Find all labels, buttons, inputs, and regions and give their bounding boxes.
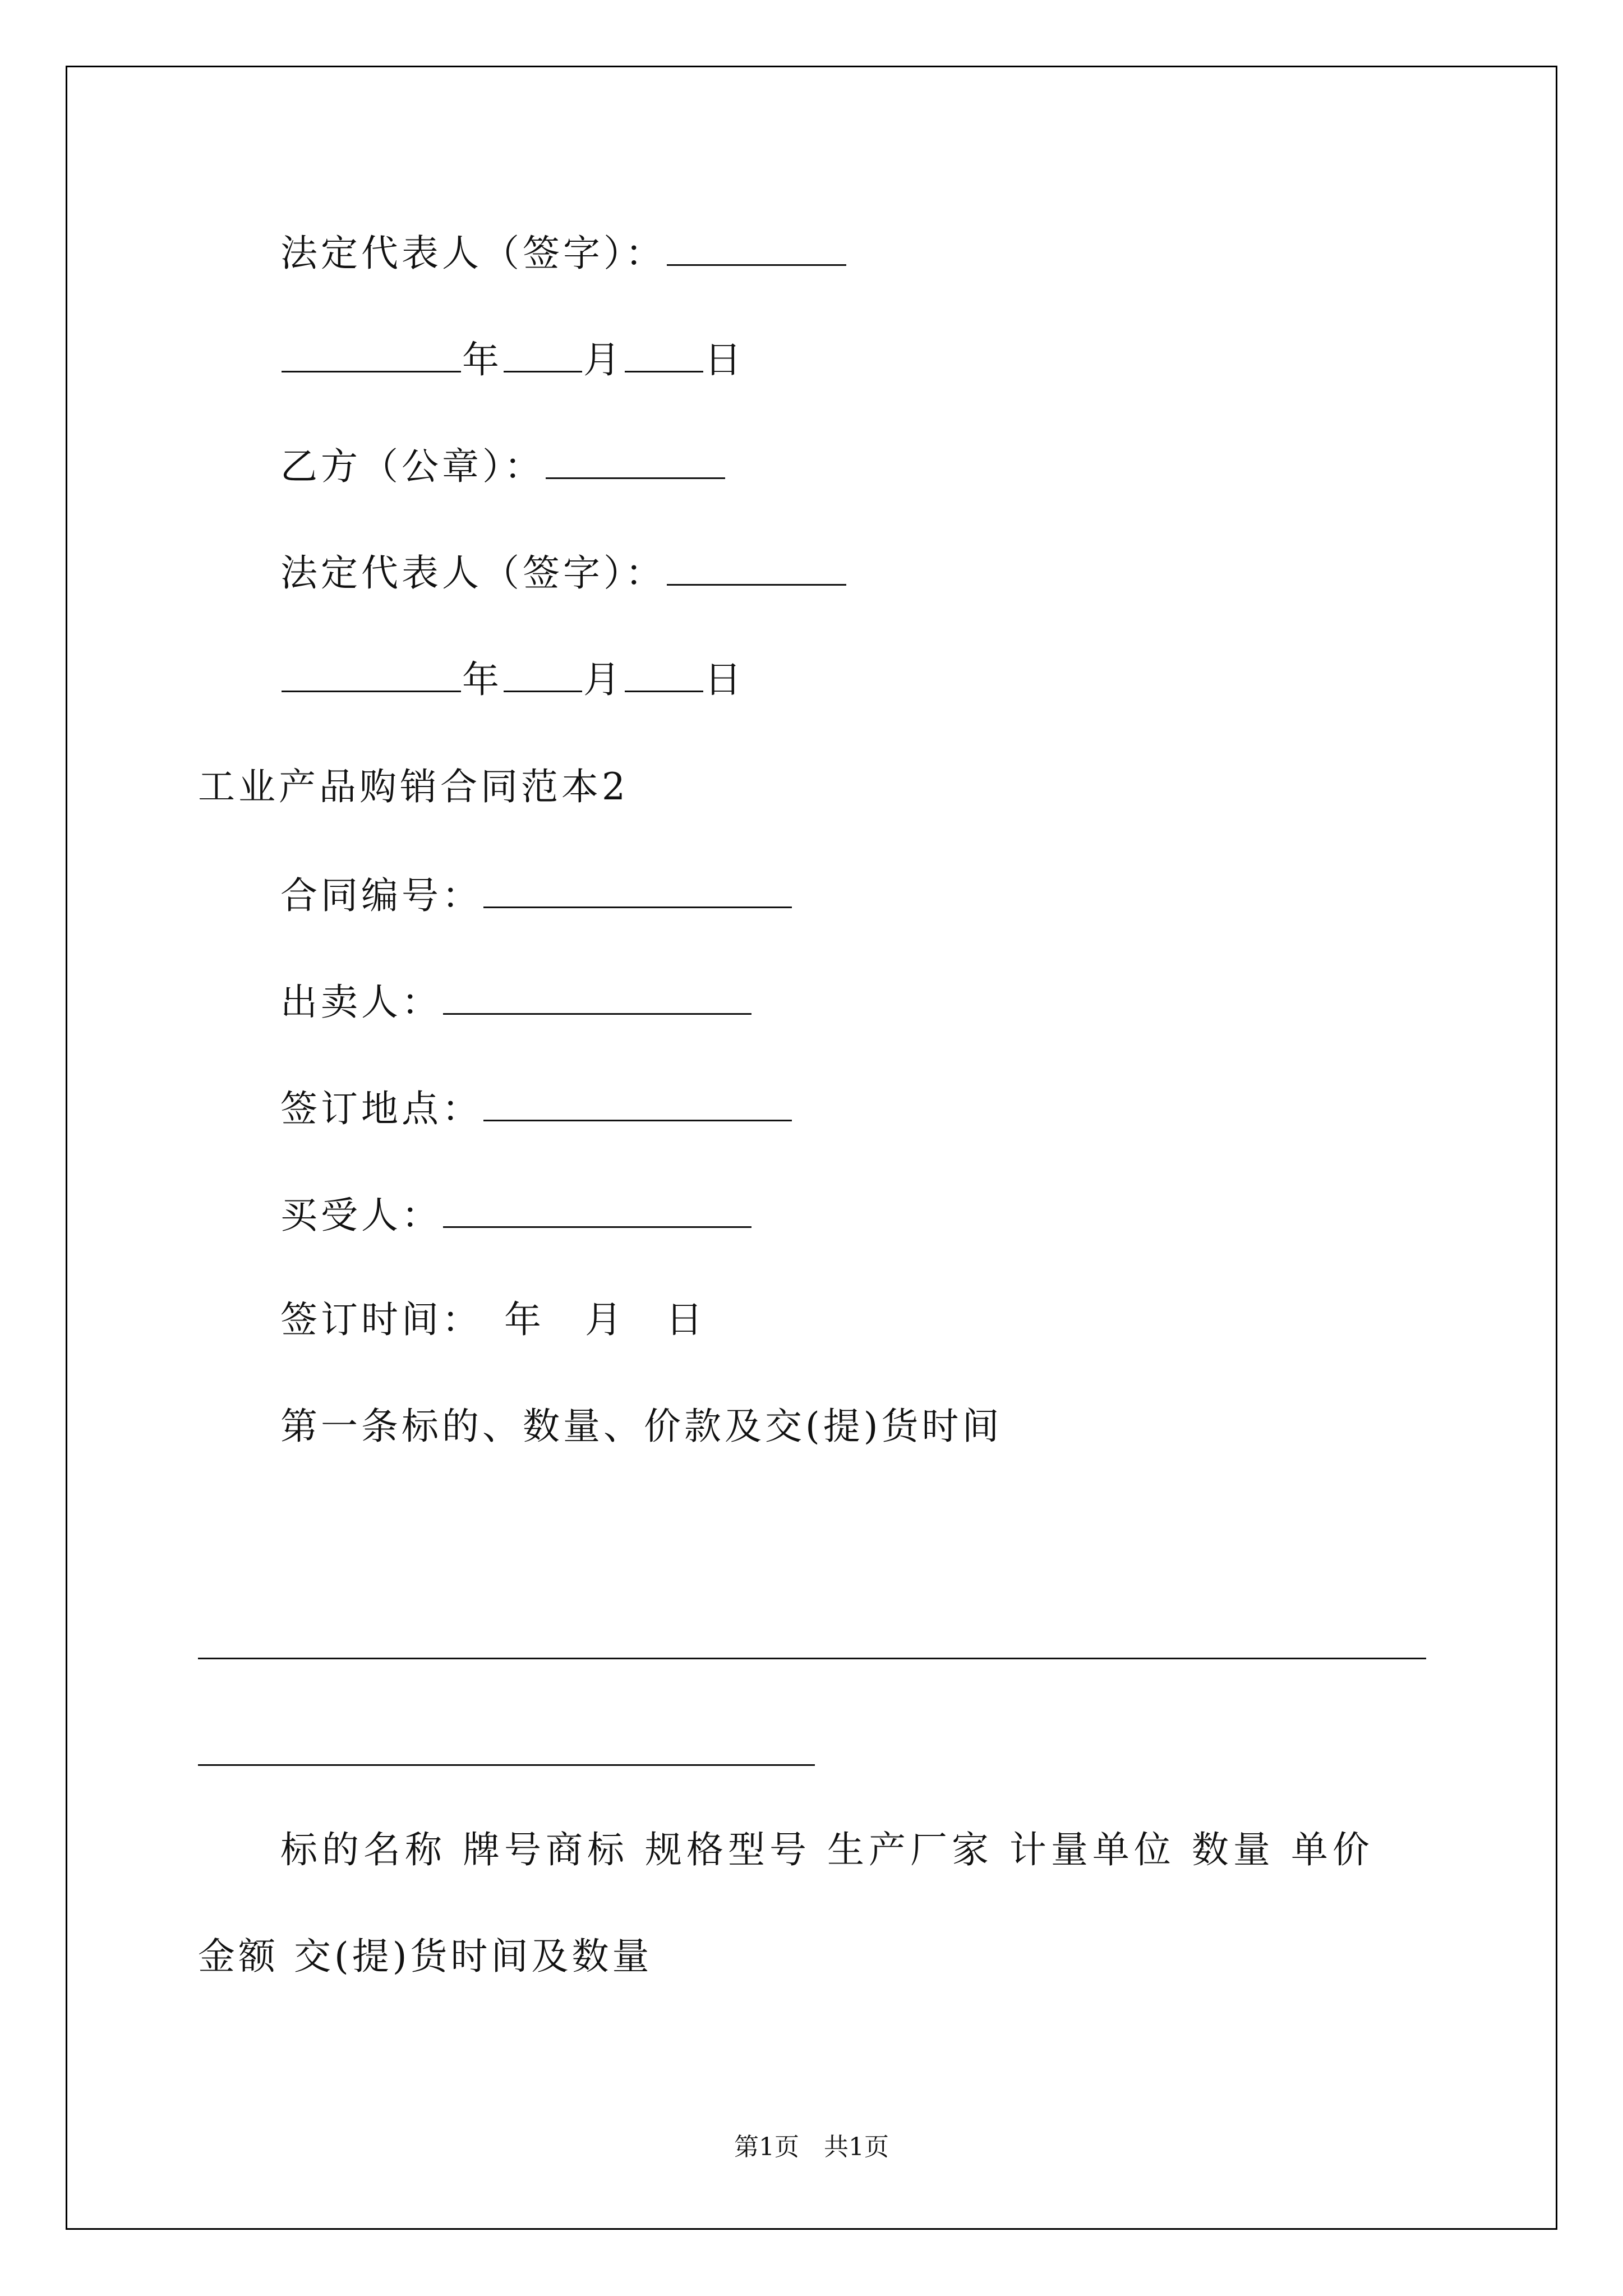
contract-heading: 工业产品购销合同范本2	[198, 765, 629, 808]
date-line-1	[280, 339, 745, 379]
legal-rep-signature-line	[280, 232, 847, 275]
legal-rep-label: 法定代表人（签字）：	[280, 232, 666, 275]
page-footer: 第1页 共1页	[734, 2133, 889, 2161]
page-border	[66, 66, 1557, 2230]
sign-place-blank	[483, 1088, 792, 1121]
contract-number-line	[280, 874, 793, 917]
year-blank	[282, 339, 461, 372]
horizontal-rule-short	[198, 1764, 815, 1766]
day-blank-2	[625, 659, 703, 692]
month-blank	[504, 339, 582, 372]
horizontal-rule-long	[198, 1658, 1426, 1659]
sign-place-label: 签订地点：	[280, 1087, 482, 1130]
seller-blank	[443, 982, 751, 1015]
sign-time-line: 签订时间： 年 月 日	[280, 1298, 706, 1341]
seller-label: 出卖人：	[280, 981, 442, 1024]
year-blank-2	[282, 659, 461, 692]
table-columns-line-2: 金额 交(提)货时间及数量	[198, 1935, 653, 1978]
legal-rep-label-2: 法定代表人（签字）：	[280, 551, 666, 595]
sign-place-line	[280, 1088, 793, 1128]
day-label-2: 日	[704, 658, 745, 701]
party-b-label: 乙方（公章）：	[280, 445, 545, 488]
buyer-line	[280, 1194, 753, 1237]
day-label: 日	[704, 338, 745, 381]
table-columns-line-1: 标的名称 牌号商标 规格型号 生产厂家 计量单位 数量 单价	[280, 1828, 1374, 1871]
buyer-label: 买受人：	[280, 1194, 442, 1237]
seller-line	[280, 981, 753, 1024]
month-blank-2	[504, 659, 582, 692]
year-label: 年	[462, 338, 502, 381]
month-label: 月	[583, 338, 624, 381]
day-blank	[625, 339, 703, 372]
buyer-blank	[443, 1195, 751, 1228]
date-line-2	[280, 658, 745, 701]
signature-blank	[667, 233, 846, 266]
signature-blank-2	[667, 553, 846, 586]
legal-rep-signature-line-2	[280, 551, 847, 595]
seal-blank	[546, 446, 725, 479]
month-label-2: 月	[583, 658, 624, 701]
contract-number-blank	[483, 875, 792, 908]
party-b-seal-line	[280, 445, 726, 488]
contract-number-label: 合同编号：	[280, 874, 482, 917]
year-label-2: 年	[462, 658, 502, 701]
article-1-title: 第一条标的、数量、价款及交(提)货时间	[280, 1405, 1003, 1448]
